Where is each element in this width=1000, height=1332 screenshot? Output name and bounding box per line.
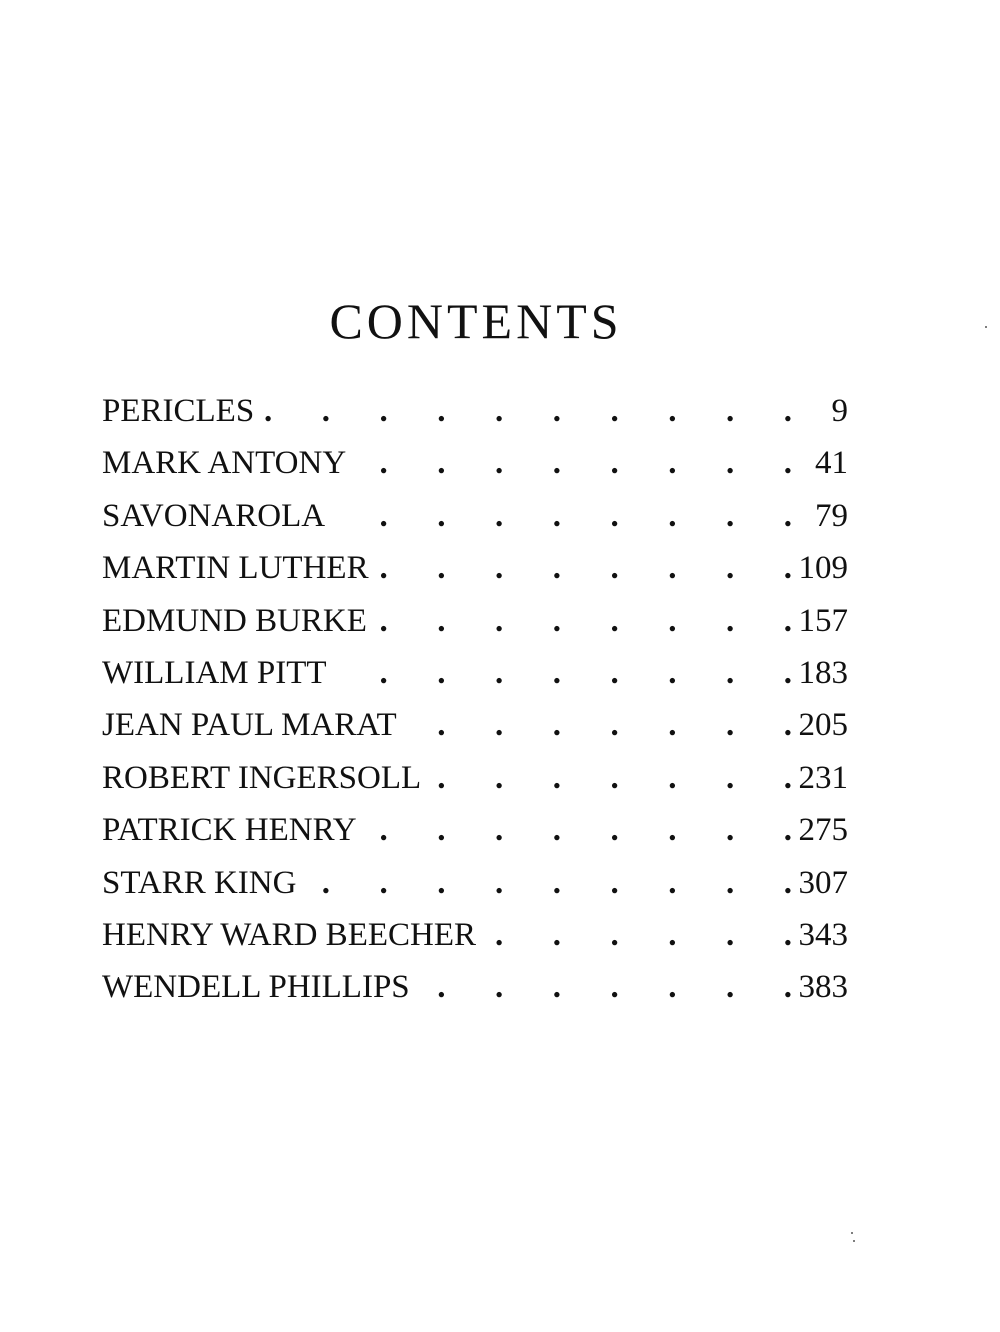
scan-speck — [851, 1232, 853, 1234]
entry-title: MARK ANTONY — [102, 445, 347, 482]
dot-leader — [302, 860, 792, 906]
entry-title: WILLIAM PITT — [102, 654, 327, 691]
toc-entry — [102, 807, 848, 859]
entry-title: EDMUND BURKE — [102, 602, 367, 639]
dot-leader — [331, 493, 792, 539]
dot-leader — [333, 650, 792, 696]
toc-entry — [102, 702, 848, 754]
entry-title: PATRICK HENRY — [102, 812, 357, 849]
dot-leader — [352, 440, 792, 486]
dot-leader — [375, 545, 792, 591]
entry-page-number: 9 — [831, 393, 848, 429]
toc-entry — [102, 388, 848, 440]
toc-entry — [102, 440, 848, 492]
entry-page-number: 183 — [798, 654, 848, 691]
dot-leader — [260, 388, 792, 434]
scan-speck — [853, 1240, 855, 1242]
entry-page-number: 205 — [798, 707, 848, 744]
toc-entry — [102, 650, 848, 702]
entry-page-number: 79 — [815, 497, 848, 534]
toc-entry — [102, 755, 848, 807]
toc-entry — [102, 912, 848, 964]
dot-leader — [427, 755, 792, 801]
entry-title: PERICLES — [102, 393, 255, 429]
entry-page-number: 109 — [798, 550, 848, 587]
entry-page-number: 307 — [798, 864, 848, 901]
entry-page-number: 343 — [798, 916, 848, 953]
dot-leader — [482, 912, 792, 958]
entry-title: HENRY WARD BEECHER — [102, 916, 477, 953]
scan-speck — [985, 326, 987, 328]
toc-entry — [102, 598, 848, 650]
entry-page-number: 231 — [798, 759, 848, 796]
toc-entry — [102, 860, 848, 912]
entry-title: WENDELL PHILLIPS — [102, 969, 410, 1006]
entry-page-number: 41 — [815, 445, 848, 482]
entry-page-number: 383 — [798, 969, 848, 1006]
toc-entry — [102, 545, 848, 597]
entry-title: SAVONAROLA — [102, 497, 326, 534]
toc-entry — [102, 964, 848, 1016]
table-of-contents — [102, 388, 848, 1017]
entry-title: MARTIN LUTHER — [102, 550, 369, 587]
toc-entry — [102, 493, 848, 545]
dot-leader — [403, 702, 792, 748]
entry-page-number: 275 — [798, 812, 848, 849]
entry-page-number: 157 — [798, 602, 848, 639]
dot-leader — [416, 964, 792, 1010]
contents-heading: CONTENTS — [329, 293, 623, 349]
dot-leader — [363, 807, 792, 853]
entry-title: JEAN PAUL MARAT — [102, 707, 397, 744]
entry-title: STARR KING — [102, 864, 297, 901]
dot-leader — [373, 598, 792, 644]
entry-title: ROBERT INGERSOLL — [102, 759, 422, 796]
